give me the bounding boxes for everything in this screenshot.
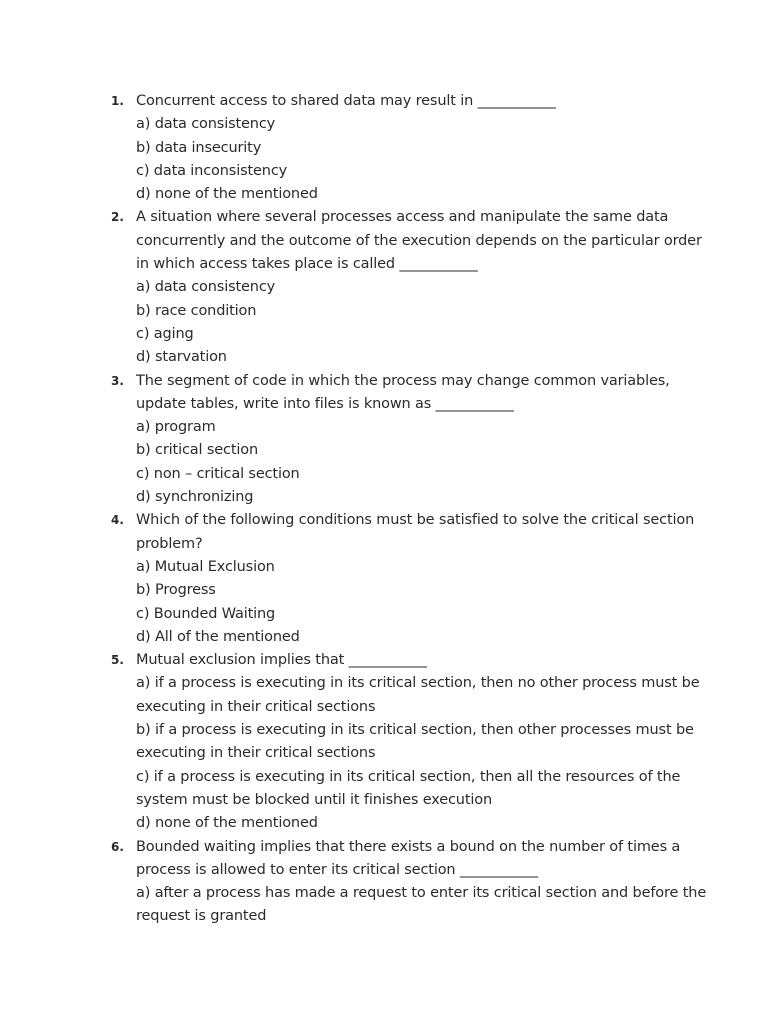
question-stem-line: process is allowed to enter its critical section ___________ (136, 861, 539, 878)
answer-option-line: b) data insecurity (136, 139, 262, 156)
answer-option-line: system must be blocked until it finishes execution (136, 791, 493, 808)
question-stem-line: A situation where several processes access and manipulate the same data (136, 209, 669, 226)
question-number: 4. (111, 513, 124, 528)
answer-option-line: a) after a process has made a request to enter its critical section and before the (136, 885, 707, 902)
question-1 (0, 90, 768, 206)
question-number: 3. (111, 373, 124, 388)
answer-option-line: d) none of the mentioned (136, 815, 318, 832)
question-stem-line: Which of the following conditions must be satisfied to solve the critical section (136, 512, 695, 529)
question-stem-line: Mutual exclusion implies that ___________ (136, 652, 427, 669)
answer-option-line: a) data consistency (136, 116, 276, 133)
answer-option-line: c) if a process is executing in its critical section, then all the resources of the (136, 768, 681, 785)
question-stem-line: update tables, write into files is known as ___________ (136, 395, 514, 412)
question-number: 5. (111, 653, 124, 668)
answer-option-line: request is granted (136, 908, 267, 925)
answer-option-line: d) All of the mentioned (136, 628, 300, 645)
question-stem-line: in which access takes place is called ___________ (136, 256, 478, 273)
answer-option-line: d) synchronizing (136, 489, 254, 506)
question-stem-line: Bounded waiting implies that there exists a bound on the number of times a (136, 838, 681, 855)
question-2 (0, 206, 768, 369)
answer-option-line: a) data consistency (136, 279, 276, 296)
answer-option-line: c) aging (136, 325, 194, 342)
answer-option-line: c) Bounded Waiting (136, 605, 276, 622)
answer-option-line: executing in their critical sections (136, 698, 376, 715)
answer-option-line: d) none of the mentioned (136, 186, 318, 203)
answer-option-line: a) if a process is executing in its critical section, then no other process must be (136, 675, 700, 692)
answer-option-line: b) Progress (136, 582, 216, 599)
question-stem-line: concurrently and the outcome of the execution depends on the particular order (136, 232, 702, 249)
answer-option-line: b) race condition (136, 302, 257, 319)
answer-option-line: b) critical section (136, 442, 259, 459)
answer-option-line: b) if a process is executing in its critical section, then other processes must be (136, 722, 694, 739)
answer-option-line: a) Mutual Exclusion (136, 558, 275, 575)
answer-option-line: c) data inconsistency (136, 162, 288, 179)
question-stem-line: problem? (136, 535, 203, 552)
answer-option-line: a) program (136, 419, 216, 436)
question-4 (0, 509, 768, 649)
question-number: 1. (111, 94, 124, 108)
question-stem-line: The segment of code in which the process may change common variables, (136, 372, 670, 389)
answer-option-line: executing in their critical sections (136, 745, 376, 762)
question-6 (0, 836, 768, 929)
question-5 (0, 649, 768, 835)
question-stem-line: Concurrent access to shared data may result in ___________ (136, 93, 556, 109)
answer-option-line: d) starvation (136, 349, 227, 366)
quiz-page (0, 90, 768, 929)
question-number: 2. (111, 210, 124, 225)
answer-option-line: c) non – critical section (136, 465, 300, 482)
question-number: 6. (111, 839, 124, 854)
question-3 (0, 370, 768, 510)
